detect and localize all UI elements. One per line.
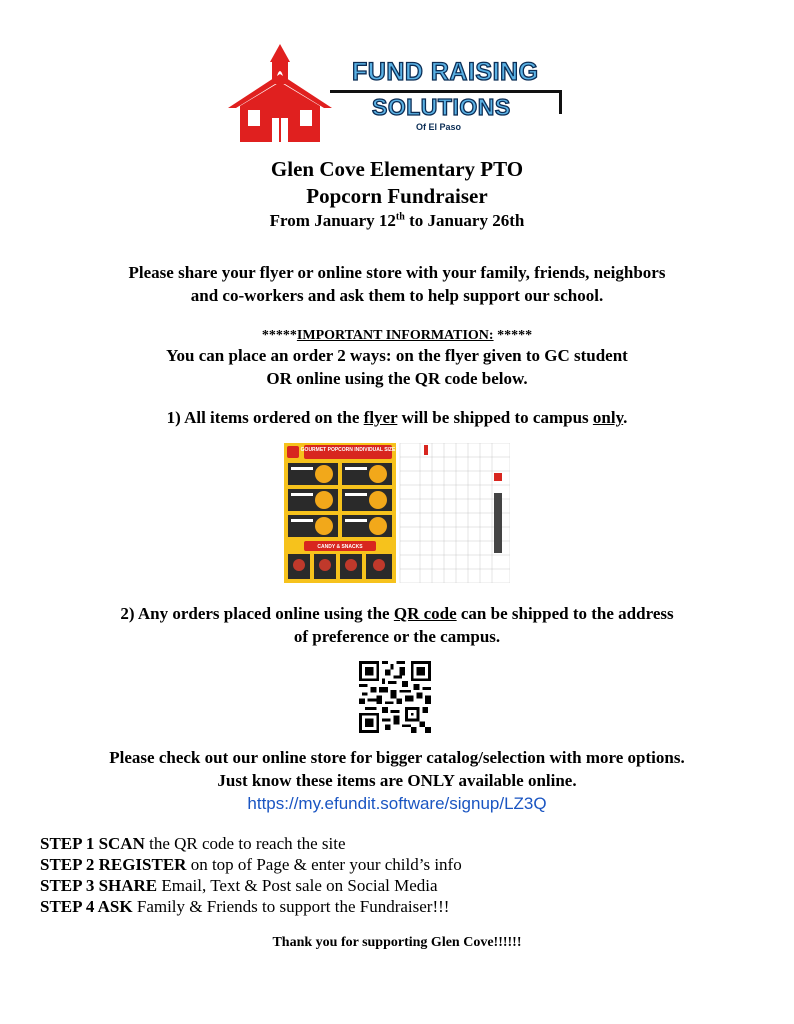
important-label: IMPORTANT INFORMATION:: [296, 328, 494, 343]
qr-code-icon[interactable]: [359, 661, 431, 733]
step-3-label: STEP 3 SHARE: [40, 876, 158, 895]
option1-prefix: 1) All items ordered on the: [166, 408, 364, 427]
store-url-link[interactable]: https://my.efundit.software/signup/LZ3Q: [247, 794, 547, 813]
logo-line3: Of El Paso: [416, 122, 462, 132]
option1-suffix: .: [623, 408, 628, 427]
dates-prefix: From January 12: [269, 211, 396, 230]
logo-line2: SOLUTIONS: [372, 94, 511, 120]
qr-code-word: QR code: [393, 604, 457, 623]
share-line1: Please share your flyer or online store with your family, friends, neighbors: [128, 263, 666, 282]
step-4: [40, 896, 462, 917]
option2-prefix: 2) Any orders placed online using the: [120, 604, 394, 623]
important-line2: OR online using the QR code below.: [266, 369, 528, 388]
dates-suffix: to January 26th: [404, 211, 525, 230]
flyer-heading: GOURMET POPCORN INDIVIDUAL SIZE: [300, 447, 396, 453]
option2-line2: of preference or the campus.: [293, 627, 501, 646]
step-4-text: Family & Friends to support the Fundraiser!!!: [132, 897, 450, 916]
steps-list: [40, 833, 462, 917]
option2-line1: [0, 604, 794, 624]
step-3-text: Email, Text & Post sale on Social Media: [157, 876, 438, 895]
schoolhouse-logo-icon: [228, 34, 568, 144]
option1-text: [0, 408, 794, 428]
thank-you-note: Thank you for supporting Glen Cove!!!!!!: [272, 935, 522, 950]
flyer-section: CANDY & SNACKS: [317, 544, 363, 550]
dates-sup: th: [395, 211, 405, 223]
step-3: [40, 875, 462, 896]
important-heading: [0, 328, 794, 344]
event-title: Popcorn Fundraiser: [306, 184, 488, 208]
page-title: Glen Cove Elementary PTO: [270, 157, 524, 181]
online-line1: Please check out our online store for bigger catalog/selection with more options.: [109, 748, 685, 767]
step-2: [40, 854, 462, 875]
option2-suffix: can be shipped to the address: [456, 604, 674, 623]
important-line1: You can place an order 2 ways: on the flyer given to GC student: [166, 346, 628, 365]
step-1-text: the QR code to reach the site: [144, 834, 346, 853]
stars-left: *****: [261, 328, 297, 343]
step-1-label: STEP 1 SCAN: [40, 834, 145, 853]
share-line2: and co-workers and ask them to help support our school.: [190, 286, 604, 305]
stars-right: *****: [493, 328, 533, 343]
logo-line1: FUND RAISING: [352, 58, 539, 86]
order-flyer-image: [284, 443, 510, 583]
step-4-label: STEP 4 ASK: [40, 897, 133, 916]
option1-middle: will be shipped to campus: [397, 408, 593, 427]
step-2-label: STEP 2 REGISTER: [40, 855, 187, 874]
only-word: only: [592, 408, 624, 427]
online-line2: Just know these items are ONLY available online.: [217, 771, 577, 790]
event-dates: [0, 211, 794, 231]
step-2-text: on top of Page & enter your child’s info: [186, 855, 462, 874]
step-1: [40, 833, 462, 854]
flyer-word: flyer: [363, 408, 398, 427]
